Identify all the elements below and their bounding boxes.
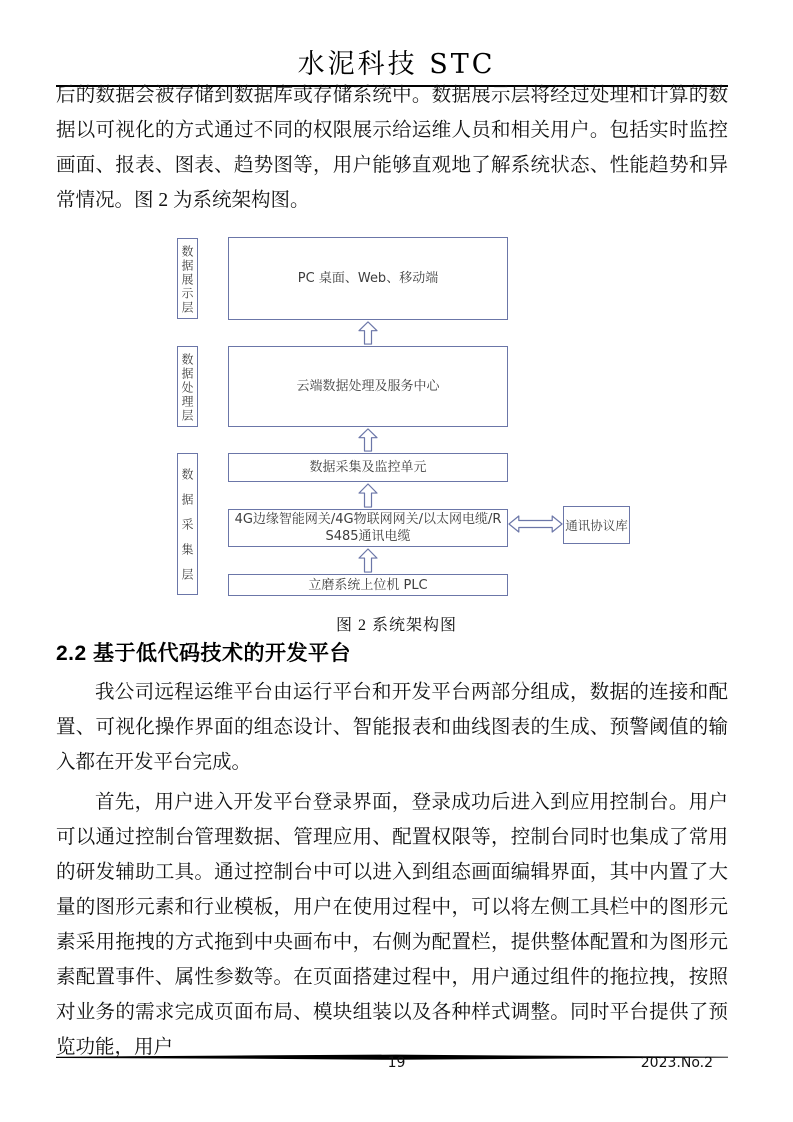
node-client-terminals: PC 桌面、Web、移动端 <box>228 237 508 320</box>
node-gateway: 4G边缘智能网关/4G物联网网关/以太网电缆/RS485通讯电缆 <box>228 509 508 547</box>
paragraph-3: 首先，用户进入开发平台登录界面，登录成功后进入到应用控制台。用户可以通过控制台管理数据、管理应用、配置权限等，控制台同时也集成了常用的研发辅助工具。通过控制台中可以进入到组态画面编辑界面，其中内置了大量的图形元素和行业模板，用户在使用过程中，可以将左侧工具栏中的图形元素采用拖拽的方式拖到中央画布中，右侧为配置栏，提供整体配置和为图形元素配置事件、属性参数等。在页面搭建过程中，用户通过组件的拖拉拽，按照对业务的需求完成页面布局、模块组装以及各种样式调整。同时平台提供了预览功能，用户 <box>56 792 728 1058</box>
layer-box-data-collection <box>177 453 198 595</box>
node-data-monitor-unit: 数据采集及监控单元 <box>228 453 508 482</box>
layer-box-data-processing <box>177 346 198 427</box>
double-arrow-icon <box>508 514 563 534</box>
section-heading: 2.2 基于低代码技术的开发平台 <box>56 642 352 665</box>
node-protocol-library: 通讯协议库 <box>563 506 630 544</box>
node-plc: 立磨系统上位机 PLC <box>228 574 508 596</box>
page-number: 19 <box>387 1055 406 1071</box>
layer-box-data-display <box>177 238 198 319</box>
layer-label-data-display: 数据展示层 <box>180 244 194 315</box>
up-arrow-icon <box>358 428 378 452</box>
paragraph-continued: 后的数据会被存储到数据库或存储系统中。数据展示层将经过处理和计算的数据以可视化的方式通过不同的权限展示给运维人员和相关用户。包括实时监控画面、报表、图表、趋势图等，用户能够直观地了解系统状态、性能趋势和异常情况。图 2 为系统架构图。 <box>56 85 728 211</box>
layer-label-data-collection: 数据采集层 <box>180 467 194 593</box>
node-cloud-service-center: 云端数据处理及服务中心 <box>228 346 508 427</box>
paragraph-2: 我公司远程运维平台由运行平台和开发平台两部分组成，数据的连接和配置、可视化操作界面的组态设计、智能报表和曲线图表的生成、预警阈值的输入都在开发平台完成。 <box>56 682 728 773</box>
figure-caption: 图 2 系统架构图 <box>335 617 457 634</box>
up-arrow-icon <box>358 548 378 573</box>
layer-label-data-processing: 数据处理层 <box>180 352 194 423</box>
journal-title: 水泥科技 STC <box>297 49 496 80</box>
issue-number: 2023.No.2 <box>640 1055 713 1071</box>
footer-divider <box>56 1048 728 1055</box>
up-arrow-icon <box>358 483 378 508</box>
up-arrow-icon <box>358 321 378 345</box>
